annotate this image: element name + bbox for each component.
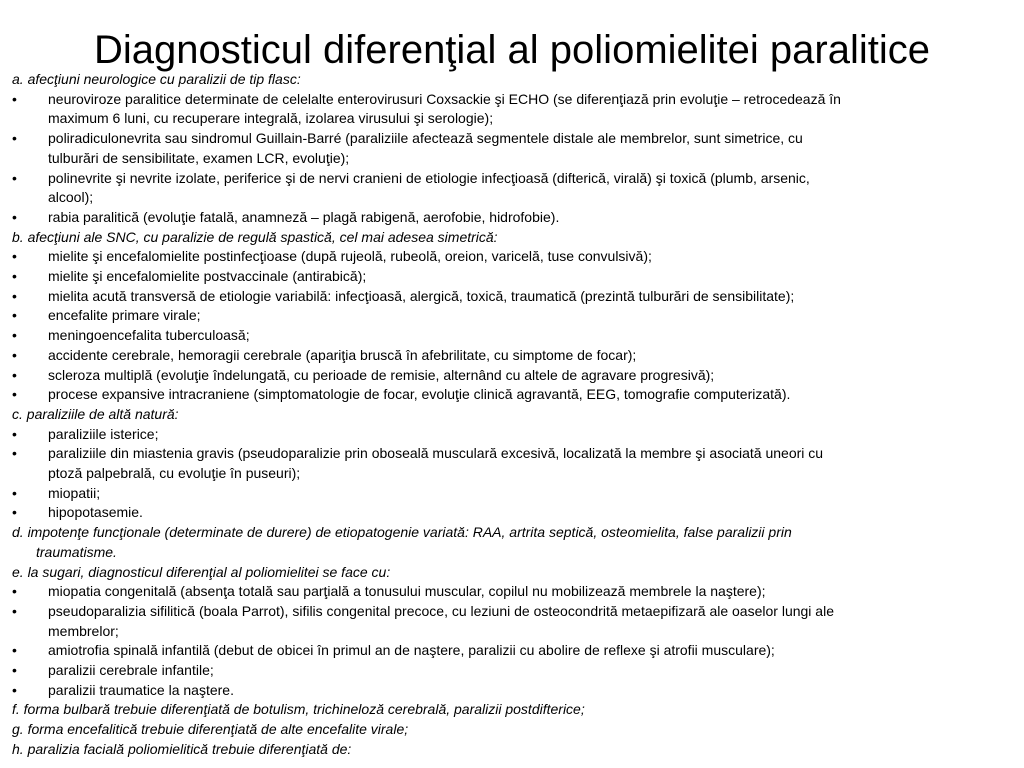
bullet-text: paraliziile din miastenia gravis (pseudoparalizie prin oboseală musculară excesivă, localizată la membre şi asociată uneori cu <box>48 445 824 461</box>
bullet-marker: • <box>12 386 17 402</box>
bullet-item <box>12 386 1022 402</box>
bullet-marker: • <box>12 583 17 599</box>
bullet-marker: • <box>12 209 17 225</box>
bullet-marker: • <box>12 367 17 383</box>
bullet-marker: • <box>12 662 17 678</box>
section-heading: c. paraliziile de altă natură: <box>12 406 179 422</box>
bullet-marker: • <box>12 642 17 658</box>
bullet-text: miopatia congenitală (absenţa totală sau parţială a tonusului muscular, copilul nu mobilizează membrele la naştere); <box>48 583 766 599</box>
bullet-item <box>12 248 1022 264</box>
bullet-text: neuroviroze paralitice determinate de celelalte enterovirusuri Coxsackie şi ECHO (se diferenţiază prin evoluţie – retrocedează în <box>48 91 841 107</box>
bullet-text: paralizii traumatice la naştere. <box>48 682 234 698</box>
section-heading: traumatisme. <box>36 544 117 560</box>
section-heading: g. forma encefalitică trebuie diferenţiată de alte encefalite virale; <box>12 721 409 737</box>
bullet-item <box>12 130 1022 146</box>
bullet-text: meningoencefalita tuberculoasă; <box>48 327 250 343</box>
bullet-text: paraliziile isterice; <box>48 426 159 442</box>
bullet-item <box>12 170 1022 186</box>
bullet-item <box>12 642 1022 658</box>
bullet-item <box>12 91 1022 107</box>
bullet-item <box>12 485 1022 501</box>
bullet-text: mielita acută transversă de etiologie variabilă: infecţioasă, alergică, toxică, traumatică (prezintă tulburări de sensibilitate); <box>48 288 795 304</box>
bullet-marker: • <box>12 268 17 284</box>
bullet-text: procese expansive intracraniene (simptomatologie de focar, evoluţie clinică agravantă, EEG, tomografie computerizată). <box>48 386 791 402</box>
bullet-item <box>12 307 1022 323</box>
bullet-marker: • <box>12 91 17 107</box>
bullet-marker: • <box>12 248 17 264</box>
bullet-marker: • <box>12 682 17 698</box>
bullet-continuation <box>12 465 1022 481</box>
bullet-text: ptoză palpebrală, cu evoluţie în puseuri); <box>48 465 301 481</box>
bullet-text: alcool); <box>48 189 94 205</box>
bullet-text: membrelor; <box>48 623 119 639</box>
bullet-continuation <box>12 623 1022 639</box>
bullet-marker: • <box>12 288 17 304</box>
bullet-text: accidente cerebrale, hemoragii cerebrale (apariţia bruscă în afebrilitate, cu simptome de focar); <box>48 347 637 363</box>
bullet-text: amiotrofia spinală infantilă (debut de obicei în primul an de naştere, paralizii cu abolire de reflexe şi atrofii musculare); <box>48 642 775 658</box>
bullet-item <box>12 327 1022 343</box>
section-heading: d. impotenţe funcţionale (determinate de durere) de etiopatogenie variată: RAA, artrita septică, osteomielita, false paralizii prin <box>12 524 792 540</box>
bullet-continuation <box>12 110 1022 126</box>
bullet-text: rabia paralitică (evoluţie fatală, anamneză – plagă rabigenă, aerofobie, hidrofobie). <box>48 209 560 225</box>
bullet-text: poliradiculonevrita sau sindromul Guillain-Barré (paraliziile afectează segmentele distale ale membrelor, sunt simetrice, cu <box>48 130 803 146</box>
bullet-marker: • <box>12 504 17 520</box>
bullet-item <box>12 347 1022 363</box>
bullet-marker: • <box>12 347 17 363</box>
bullet-text: tulburări de sensibilitate, examen LCR, evoluţie); <box>48 150 350 166</box>
bullet-marker: • <box>12 485 17 501</box>
bullet-text: polinevrite şi nevrite izolate, periferice şi de nervi cranieni de etiologie infecţioasă (difterică, virală) şi toxică (plumb, arsenic, <box>48 170 810 186</box>
bullet-item <box>12 603 1022 619</box>
bullet-continuation <box>12 189 1022 205</box>
bullet-text: encefalite primare virale; <box>48 307 201 323</box>
section-heading: a. afecţiuni neurologice cu paralizii de tip flasc: <box>12 71 301 87</box>
bullet-text: scleroza multiplă (evoluţie îndelungată, cu perioade de remisie, alternând cu altele de agravare progresivă); <box>48 367 715 383</box>
bullet-marker: • <box>12 426 17 442</box>
bullet-item <box>12 367 1022 383</box>
section-heading: f. forma bulbară trebuie diferenţiată de botulism, trichineloză cerebrală, paralizii postdifterice; <box>12 701 585 717</box>
bullet-text: paralizii cerebrale infantile; <box>48 662 214 678</box>
bullet-item <box>12 662 1022 678</box>
bullet-item <box>12 504 1022 520</box>
bullet-marker: • <box>12 170 17 186</box>
bullet-text: pseudoparalizia sifilitică (boala Parrot), sifilis congenital precoce, cu leziuni de osteocondrită metaepifizară ale oaselor lungi ale <box>48 603 834 619</box>
bullet-item <box>12 445 1022 461</box>
bullet-item <box>12 268 1022 284</box>
bullet-text: mielite şi encefalomielite postvaccinale (antirabică); <box>48 268 367 284</box>
bullet-marker: • <box>12 307 17 323</box>
section-heading: e. la sugari, diagnosticul diferenţial al poliomielitei se face cu: <box>12 564 391 580</box>
bullet-item <box>12 426 1022 442</box>
bullet-item <box>12 682 1022 698</box>
bullet-marker: • <box>12 603 17 619</box>
bullet-marker: • <box>12 445 17 461</box>
bullet-text: maximum 6 luni, cu recuperare integrală, izolarea virusului şi serologie); <box>48 110 494 126</box>
bullet-marker: • <box>12 130 17 146</box>
section-heading: h. paralizia facială poliomielitică trebuie diferenţiată de: <box>12 741 352 757</box>
bullet-marker: • <box>12 327 17 343</box>
bullet-text: miopatii; <box>48 485 101 501</box>
bullet-continuation <box>12 150 1022 166</box>
bullet-item <box>12 209 1022 225</box>
slide-title: Diagnosticul diferenţial al poliomielitei paralitice <box>94 28 930 72</box>
bullet-item <box>12 288 1022 304</box>
section-heading: b. afecţiuni ale SNC, cu paralizie de regulă spastică, cel mai adesea simetrică: <box>12 229 498 245</box>
bullet-text: hipopotasemie. <box>48 504 143 520</box>
bullet-item <box>12 583 1022 599</box>
bullet-text: mielite şi encefalomielite postinfecţioase (după rujeolă, rubeolă, oreion, varicelă, tuse convulsivă); <box>48 248 652 264</box>
